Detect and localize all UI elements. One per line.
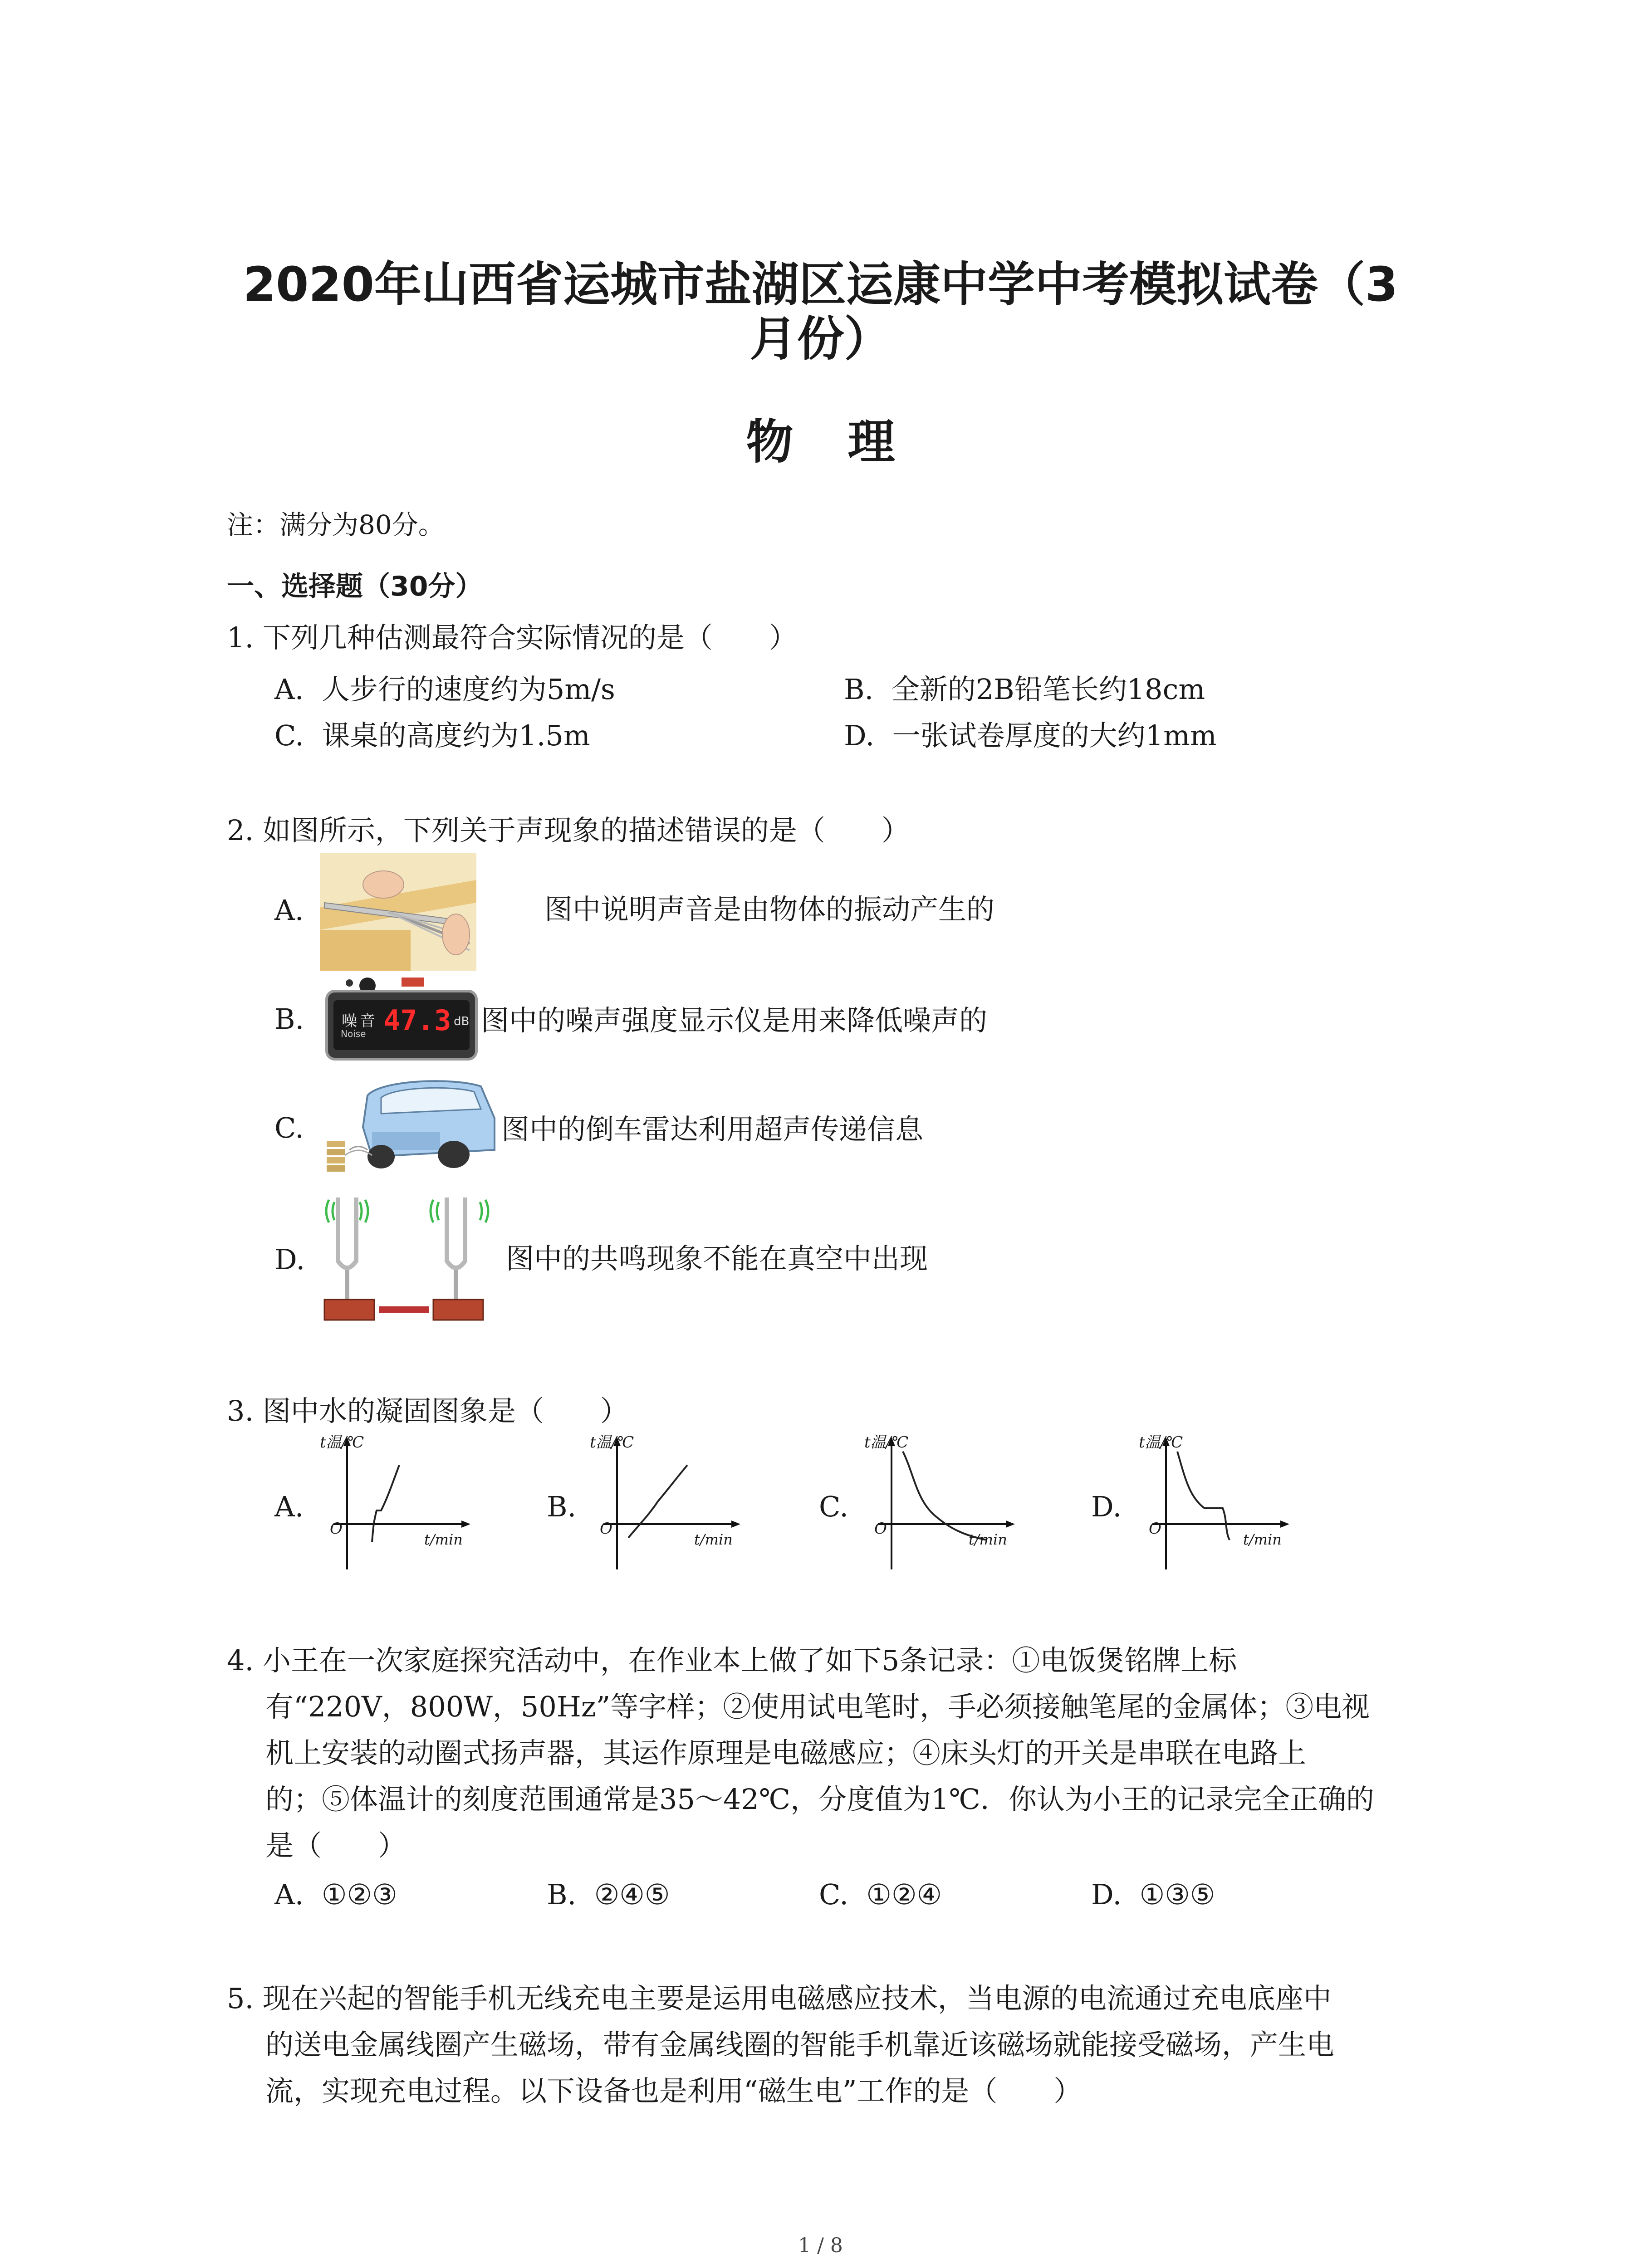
question-2-option-d-label[interactable]: D.: [274, 1243, 305, 1276]
option-label: C.: [274, 719, 304, 752]
question-4-line-5: 是（ ）: [265, 1829, 407, 1862]
question-2-option-c-label[interactable]: C.: [274, 1111, 304, 1144]
graph-x-axis-label: t/min: [694, 1531, 733, 1548]
section-heading: 一、选择题（30分）: [227, 571, 483, 602]
meter-label-1: 噪: [342, 1012, 357, 1030]
option-label: D.: [1091, 1878, 1122, 1911]
question-3-stem: 3. 图中水的凝固图象是（ ）: [227, 1394, 628, 1427]
graph-y-axis-label: t温/℃: [590, 1433, 634, 1452]
option-text: ①②③: [321, 1878, 397, 1911]
page-number: 1 / 8: [798, 2234, 843, 2257]
question-1-option-b[interactable]: [844, 667, 1205, 707]
meter-sub-label: Noise: [341, 1028, 366, 1039]
graph-origin-label: O: [600, 1520, 612, 1538]
question-3-option-a-label[interactable]: A.: [274, 1490, 304, 1523]
graph-y-axis-label: t温/℃: [864, 1433, 909, 1452]
question-3-option-d-label[interactable]: D.: [1091, 1490, 1122, 1523]
graph-x-axis-label: t/min: [1243, 1531, 1282, 1548]
question-2-option-b-label[interactable]: B.: [274, 1002, 304, 1036]
question-5-line-3: 流，实现充电过程。以下设备也是利用“磁生电”工作的是（ ）: [265, 2074, 1082, 2107]
graph-origin-label: O: [874, 1520, 887, 1538]
graph-x-axis-label: t/min: [969, 1531, 1007, 1548]
question-4-option-b[interactable]: [547, 1878, 670, 1911]
graph-origin-label: O: [1149, 1520, 1161, 1538]
graph-x-axis-label: t/min: [424, 1531, 463, 1548]
noise-meter-image: [324, 973, 479, 1064]
question-4-option-d[interactable]: [1091, 1878, 1215, 1911]
option-label: A.: [274, 1878, 304, 1911]
option-text: ①②④: [866, 1878, 942, 1911]
question-5-line-2: 的送电金属线圈产生磁场，带有金属线圈的智能手机靠近该磁场就能接受磁场，产生电: [265, 2028, 1335, 2061]
question-3-graph-b: [590, 1433, 744, 1579]
option-text: ①③⑤: [1139, 1878, 1215, 1911]
option-text: ②④⑤: [594, 1878, 670, 1911]
question-1-option-c[interactable]: [274, 713, 590, 753]
question-1-option-a[interactable]: [274, 667, 615, 707]
option-text: 一张试卷厚度的大约1mm: [892, 719, 1217, 752]
graph-y-axis-label: t温/℃: [320, 1433, 364, 1452]
option-text: 人步行的速度约为5m/s: [321, 673, 615, 706]
option-label: A.: [274, 673, 304, 706]
option-label: C.: [819, 1878, 848, 1911]
question-4-line-3: 机上安装的动圈式扬声器，其运作原理是电磁感应；④床头灯的开关是串联在电路上: [265, 1736, 1307, 1769]
question-2-stem: 2. 如图所示，下列关于声现象的描述错误的是（ ）: [227, 814, 910, 847]
question-2-option-a-text: 图中说明声音是由物体的振动产生的: [544, 893, 995, 926]
question-4-option-c[interactable]: [819, 1878, 942, 1911]
question-2-option-d-text: 图中的共鸣现象不能在真空中出现: [506, 1242, 928, 1275]
question-4-option-a[interactable]: [274, 1878, 397, 1911]
question-5-line-1: 5. 现在兴起的智能手机无线充电主要是运用电磁感应技术，当电源的电流通过充电底座中: [227, 1982, 1332, 2015]
question-3-option-b-label[interactable]: B.: [547, 1490, 577, 1523]
question-2-option-c-text: 图中的倒车雷达利用超声传递信息: [501, 1113, 924, 1146]
option-label: B.: [844, 673, 874, 706]
question-3-graph-d: [1139, 1433, 1293, 1579]
question-1-stem: 1. 下列几种估测最符合实际情况的是（ ）: [227, 621, 797, 654]
question-4-line-4: 的；⑤体温计的刻度范围通常是35～42℃，分度值为1℃．你认为小王的记录完全正确的: [265, 1783, 1374, 1816]
question-1-option-d[interactable]: [844, 713, 1217, 753]
exam-title-line2: 月份）: [749, 311, 892, 367]
graph-y-axis-label: t温/℃: [1139, 1433, 1183, 1452]
tuning-forks-resonance-image: [320, 1193, 497, 1327]
option-label: B.: [547, 1878, 577, 1911]
option-text: 全新的2B铅笔长约18cm: [891, 673, 1205, 706]
meter-reading: 47.3: [383, 1004, 451, 1037]
reversing-radar-car-image: [318, 1077, 499, 1182]
question-3-graph-a: [320, 1433, 474, 1579]
graph-origin-label: O: [330, 1520, 343, 1538]
score-note: 注：满分为80分。: [227, 509, 445, 540]
ruler-vibration-image: [320, 853, 476, 971]
meter-unit: dB: [454, 1015, 470, 1028]
question-3-option-c-label[interactable]: C.: [819, 1490, 848, 1523]
question-2-option-a-label[interactable]: A.: [274, 894, 304, 927]
question-4-line-2: 有“220V，800W，50Hz”等字样；②使用试电笔时，手必须接触笔尾的金属体；③电视: [265, 1690, 1370, 1723]
subject-title: 物理: [746, 414, 950, 469]
option-label: D.: [844, 719, 875, 752]
question-2-option-b-text: 图中的噪声强度显示仪是用来降低噪声的: [481, 1004, 988, 1037]
option-text: 课桌的高度约为1.5m: [322, 719, 590, 752]
question-4-line-1: 4. 小王在一次家庭探究活动中，在作业本上做了如下5条记录：①电饭煲铭牌上标: [227, 1644, 1237, 1677]
meter-label-2: 音: [360, 1012, 375, 1030]
question-3-graph-c: [864, 1433, 1019, 1579]
exam-title-line1: 2020年山西省运城市盐湖区运康中学中考模拟试卷（3: [243, 257, 1398, 312]
